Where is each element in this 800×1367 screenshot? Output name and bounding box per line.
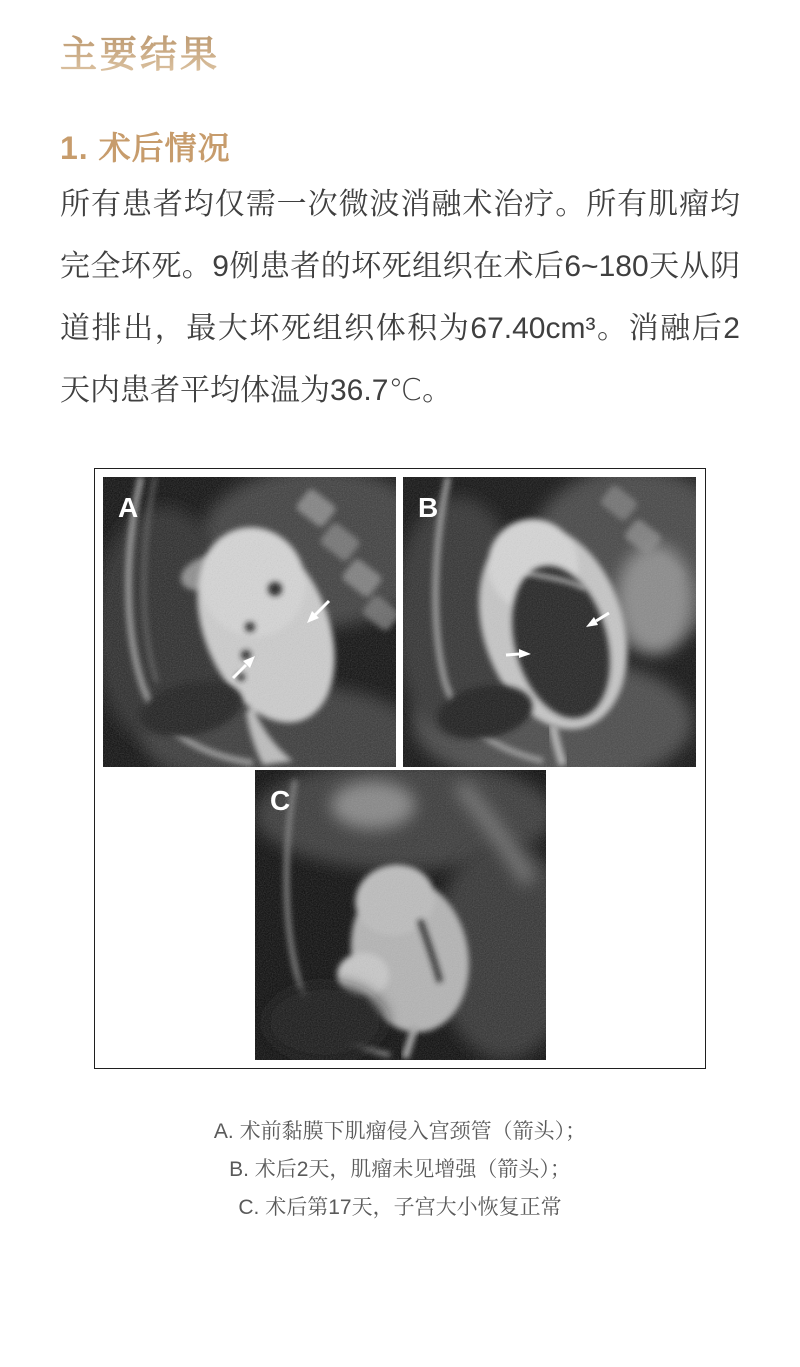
section-heading: 1. 术后情况 — [60, 130, 231, 167]
mri-panel-c — [255, 770, 546, 1060]
panel-label-c: C — [269, 785, 290, 817]
mri-image-c — [255, 770, 546, 1060]
figure-caption-line-b: B. 术后2天，肌瘤未见增强（箭头）； — [229, 1158, 571, 1182]
mri-panel-a — [103, 477, 396, 767]
mri-figure-top-row — [103, 477, 697, 767]
figure-caption-line-c: C. 术后第17天，子宫大小恢复正常 — [238, 1196, 562, 1220]
mri-image-a — [103, 477, 396, 767]
body-paragraph: 所有患者均仅需一次微波消融术治疗。所有肌瘤均完全坏死。9例患者的坏死组织在术后6~180天从阴道排出，最大坏死组织体积为67.40cm³。消融后2天内患者平均体温为36.7℃。 — [60, 188, 740, 408]
mri-panel-b — [403, 477, 696, 767]
mri-figure-bottom-row — [255, 770, 546, 1060]
figure-caption-line-a: A. 术前黏膜下肌瘤侵入宫颈管（箭头）； — [213, 1120, 587, 1144]
page-title: 主要结果 — [60, 0, 220, 78]
figure-caption — [60, 1113, 740, 1227]
panel-label-b: B — [418, 492, 439, 524]
mri-image-b — [403, 477, 696, 767]
mri-figure — [94, 468, 706, 1069]
panel-label-a: A — [118, 492, 139, 524]
